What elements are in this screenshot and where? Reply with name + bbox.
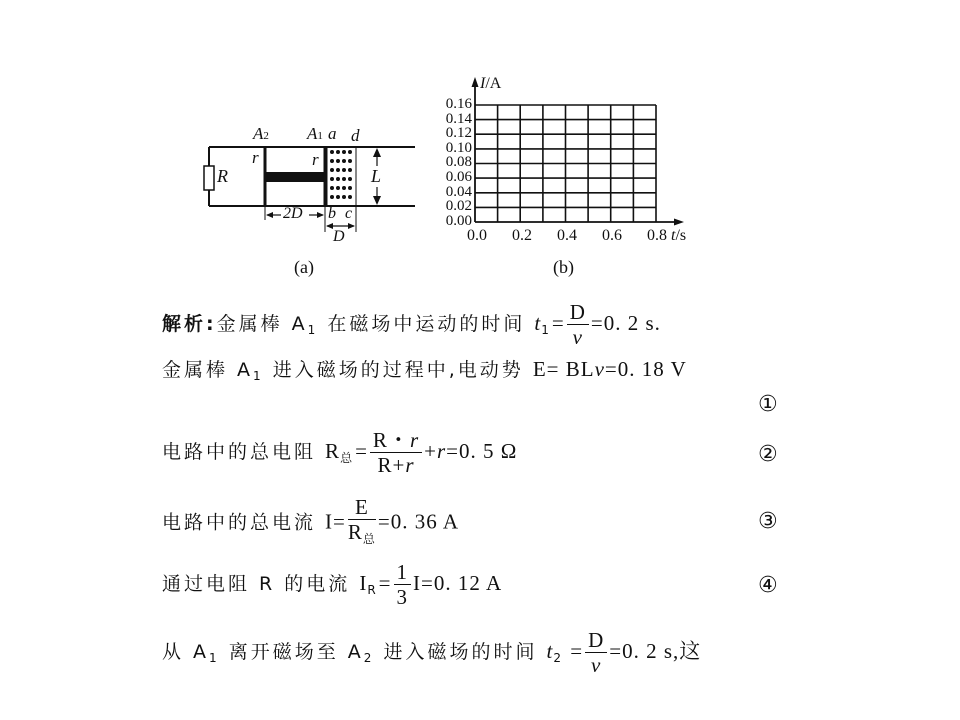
analysis-label: 解析: [162, 313, 207, 335]
solution-line-4: [162, 495, 459, 551]
fraction-E-over-R: [348, 495, 376, 551]
y-tick: 0.02: [445, 198, 472, 215]
subscript: 总: [340, 451, 356, 465]
denominator: R: [347, 520, 363, 544]
circuit-diagram: [195, 120, 415, 280]
fraction-D-over-v: [567, 300, 589, 349]
subscript: 2: [553, 651, 564, 665]
y-tick: 0.04: [445, 183, 472, 200]
label-A1: A1: [307, 124, 323, 143]
subscript: 2: [363, 651, 375, 665]
label-L: L: [371, 166, 382, 186]
caption-b: (b): [553, 257, 574, 277]
result: =0. 18 V: [604, 357, 687, 381]
equals: =: [551, 311, 565, 335]
x-tick: 0.6: [602, 227, 622, 244]
var-t2: t: [546, 639, 554, 663]
label-b: b: [328, 205, 336, 222]
var-t1: t: [534, 311, 542, 335]
x-tick: 0.4: [557, 227, 577, 244]
current-formula: I=: [325, 509, 346, 534]
equation-marker-4: ④: [758, 573, 778, 598]
solution-line-5: [162, 560, 502, 609]
subscript: 1: [541, 323, 552, 337]
label-R: R: [217, 166, 228, 186]
result: I=0. 12 A: [413, 571, 503, 595]
numerator: D: [585, 628, 607, 653]
text: 金属棒 A: [162, 359, 254, 381]
equals: =: [355, 439, 368, 463]
denominator-r: r: [405, 453, 415, 477]
var-I: I: [359, 571, 368, 595]
text: 从 A: [162, 641, 210, 663]
label-d: d: [351, 126, 360, 145]
label-A2: A2: [253, 124, 269, 143]
label-r-left: r: [252, 148, 259, 167]
subscript: R: [367, 583, 379, 597]
label-r-right: r: [312, 150, 319, 169]
result: =0. 2 s.: [590, 311, 661, 335]
fraction-parallel-resistance: [370, 428, 422, 477]
x-tick: 0.2: [512, 227, 532, 244]
numerator-r: r: [409, 428, 420, 452]
label-D: D: [333, 228, 345, 245]
result: =0. 36 A: [377, 509, 460, 534]
text: 在磁场中运动的时间: [318, 313, 535, 335]
label-c: c: [345, 205, 353, 222]
label-a: a: [328, 124, 337, 143]
equals: =: [563, 639, 584, 663]
solution-line-6: [162, 628, 701, 677]
var-v: v: [594, 357, 605, 381]
text: 进入磁场的过程中,电动势: [263, 359, 533, 381]
result: =0. 5 Ω: [446, 439, 518, 463]
equation-marker-3: ③: [758, 509, 778, 534]
denominator: R+: [377, 453, 406, 477]
y-tick: 0.16: [445, 96, 472, 112]
subscript: 1: [307, 323, 319, 337]
figure-b: [430, 75, 700, 280]
equation-marker-1: ①: [758, 392, 778, 417]
figure-a: [195, 120, 415, 280]
emf-formula: E= BL: [532, 357, 595, 381]
subscript: 1: [209, 651, 220, 665]
text: 通过电阻 R 的电流: [162, 573, 360, 595]
subscript: 总: [362, 532, 376, 546]
colon: :: [206, 313, 217, 335]
y-tick: 0.08: [445, 154, 472, 171]
var-r: r: [436, 439, 447, 463]
text: 电路中的总电流: [162, 511, 326, 534]
x-tick: 0.0: [467, 227, 487, 244]
subscript: 1: [253, 369, 264, 383]
y-tick: 0.14: [445, 110, 472, 127]
text: 电路中的总电阻: [162, 441, 326, 463]
text: 离开磁场至 A: [219, 641, 364, 663]
plus: +: [424, 439, 437, 463]
y-axis-label: I/A: [480, 75, 502, 92]
denominator: 3: [396, 585, 409, 609]
numerator: D: [567, 300, 589, 325]
x-axis-label: t/s: [671, 227, 687, 244]
fraction-one-third: [394, 560, 412, 609]
result: =0. 2 s,这: [609, 639, 702, 663]
numerator: E: [348, 495, 376, 520]
label-2D: 2D: [283, 205, 303, 222]
numerator: 1: [394, 560, 412, 585]
caption-a: (a): [294, 257, 314, 277]
y-tick: 0.10: [445, 139, 472, 156]
y-tick: 0.12: [445, 125, 472, 142]
x-tick: 0.8: [647, 227, 667, 244]
y-tick-labels: [438, 97, 472, 228]
solution-line-1: [162, 300, 661, 349]
fraction-D-over-v: [585, 628, 607, 677]
text: 进入磁场的时间: [374, 641, 547, 663]
y-tick: 0.00: [445, 212, 472, 229]
solution-line-2: [162, 355, 687, 383]
denominator: v: [572, 325, 583, 349]
numerator: R・: [372, 428, 410, 452]
equals: =: [378, 571, 392, 595]
var-R: R: [325, 439, 341, 463]
equation-marker-2: ②: [758, 442, 778, 467]
text: 金属棒 A: [216, 313, 308, 335]
solution-line-3: [162, 428, 517, 477]
y-tick: 0.06: [445, 168, 472, 185]
denominator: v: [591, 653, 602, 677]
